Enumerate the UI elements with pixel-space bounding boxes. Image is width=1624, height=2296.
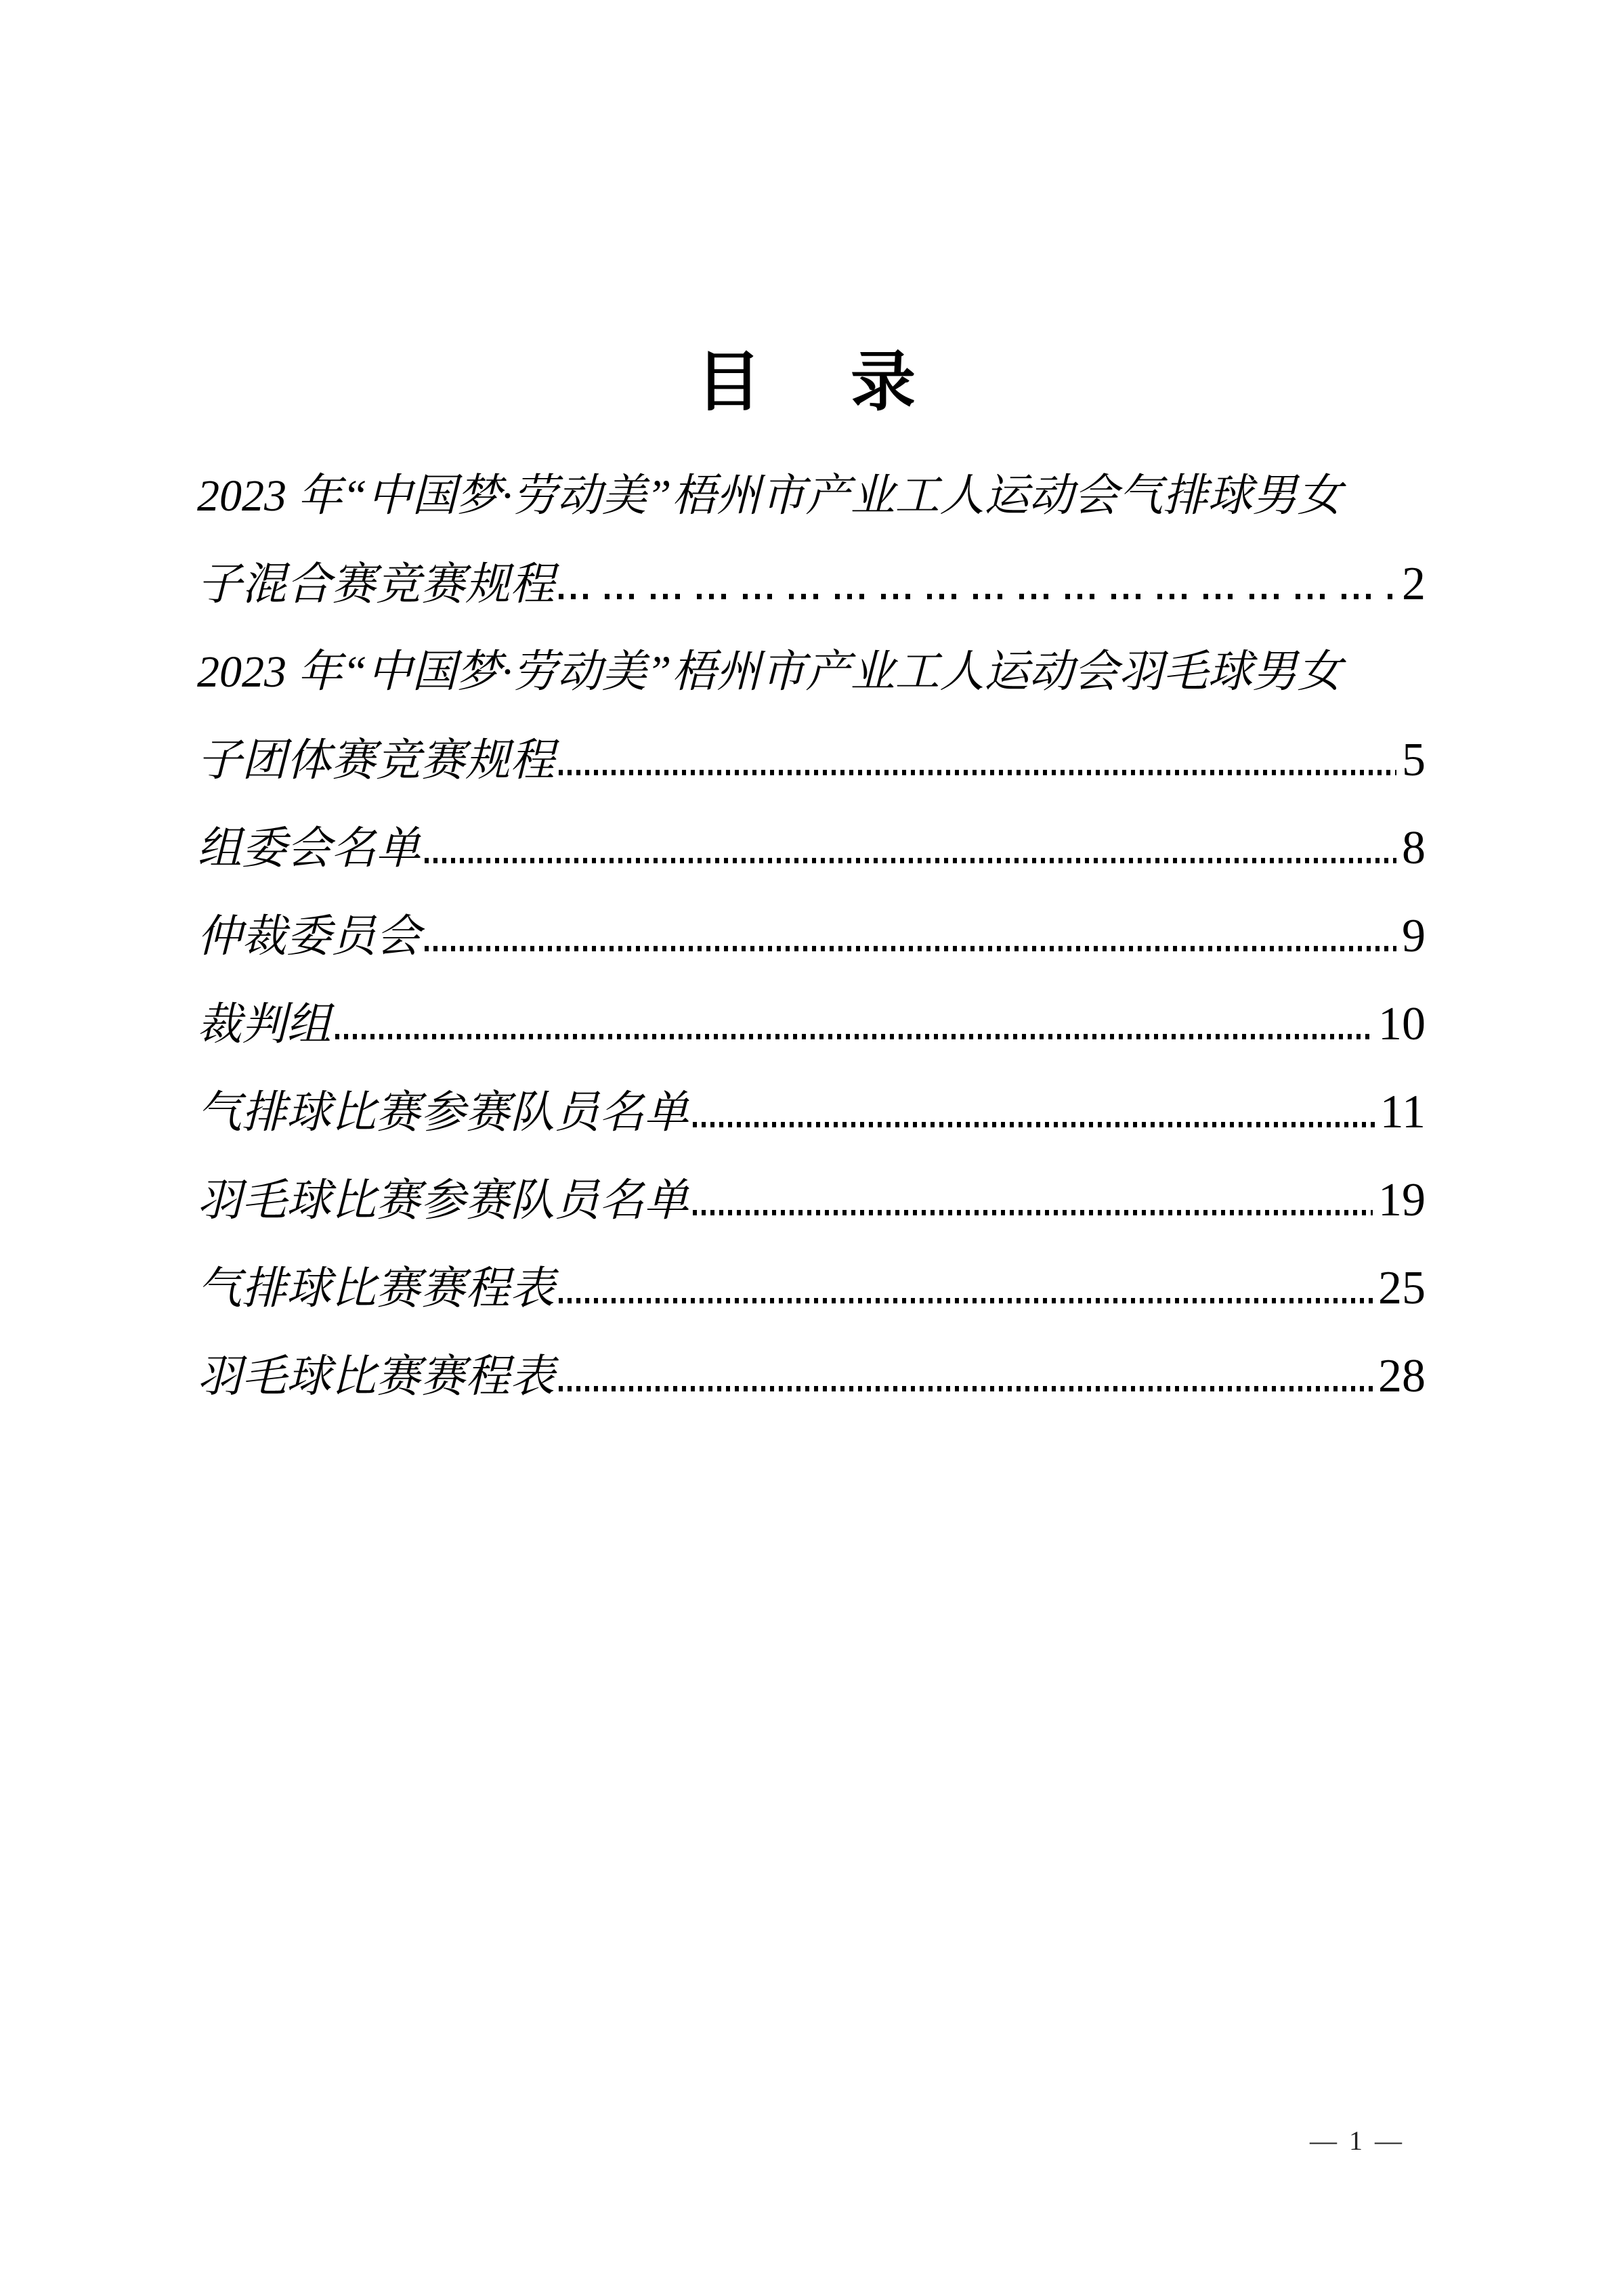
toc-entry-last-line — [197, 1244, 1426, 1333]
toc-entry-text: 气排球比赛参赛队员名单 — [197, 1088, 689, 1138]
toc-page-number: 25 — [1378, 1262, 1426, 1314]
toc-entry — [197, 628, 1426, 804]
page-title: 目 录 — [696, 346, 928, 419]
toc-entry-line — [197, 452, 1426, 540]
toc-entry-text: 仲裁委员会 — [197, 912, 421, 961]
toc-entry — [197, 1156, 1426, 1244]
toc-page-number: 2 — [1402, 558, 1426, 610]
dot-leader — [335, 1034, 1373, 1039]
toc-entry-text: 气排球比赛赛程表 — [197, 1264, 555, 1314]
toc-entry-text: 羽毛球比赛参赛队员名单 — [197, 1176, 689, 1226]
toc-entry-text: 羽毛球比赛赛程表 — [197, 1352, 555, 1402]
toc-entry — [197, 1244, 1426, 1333]
toc-entry-text: 子团体赛竞赛规程 — [197, 736, 555, 785]
dot-leader — [559, 770, 1396, 775]
toc-entry-text: 组委会名单 — [197, 824, 421, 873]
toc-entry-last-line — [197, 540, 1426, 628]
page-number-footer: — 1 — — [1310, 2125, 1405, 2156]
toc-page-number: 11 — [1380, 1086, 1426, 1138]
toc-list — [197, 452, 1426, 1421]
toc-page-number: 5 — [1402, 734, 1426, 786]
toc-entry-text: 2023 年“中国梦·劳动美”梧州市产业工人运动会羽毛球男女 — [197, 647, 1342, 697]
toc-entry-text: 子混合赛竞赛规程 — [197, 560, 555, 609]
dot-leader — [559, 1298, 1373, 1303]
toc-entry — [197, 804, 1426, 892]
toc-entry-last-line — [197, 980, 1426, 1068]
toc-entry-text: 裁判组 — [197, 1000, 331, 1049]
toc-entry-last-line — [197, 1068, 1426, 1156]
toc-entry-last-line — [197, 804, 1426, 892]
dot-leader — [425, 858, 1396, 863]
dot-leader — [693, 1122, 1375, 1127]
toc-entry — [197, 892, 1426, 980]
toc-entry-last-line — [197, 892, 1426, 980]
toc-entry-last-line — [197, 716, 1426, 804]
toc-entry — [197, 1333, 1426, 1421]
toc-page-number: 28 — [1378, 1350, 1426, 1402]
toc-entry-last-line — [197, 1156, 1426, 1244]
dot-leader — [425, 946, 1396, 951]
toc-entry-last-line — [197, 1333, 1426, 1421]
dot-leader — [693, 1210, 1373, 1215]
toc-page-number: 8 — [1402, 822, 1426, 874]
dot-leader — [559, 1386, 1373, 1391]
toc-entry-text: 2023 年“中国梦·劳动美”梧州市产业工人运动会气排球男女 — [197, 471, 1342, 521]
toc-entry-line — [197, 628, 1426, 716]
toc-page-number: 10 — [1378, 998, 1426, 1050]
toc-entry — [197, 452, 1426, 628]
toc-entry — [197, 980, 1426, 1068]
dot-leader — [559, 594, 1396, 599]
toc-page-number: 9 — [1402, 910, 1426, 962]
toc-page-number: 19 — [1378, 1174, 1426, 1226]
toc-entry — [197, 1068, 1426, 1156]
